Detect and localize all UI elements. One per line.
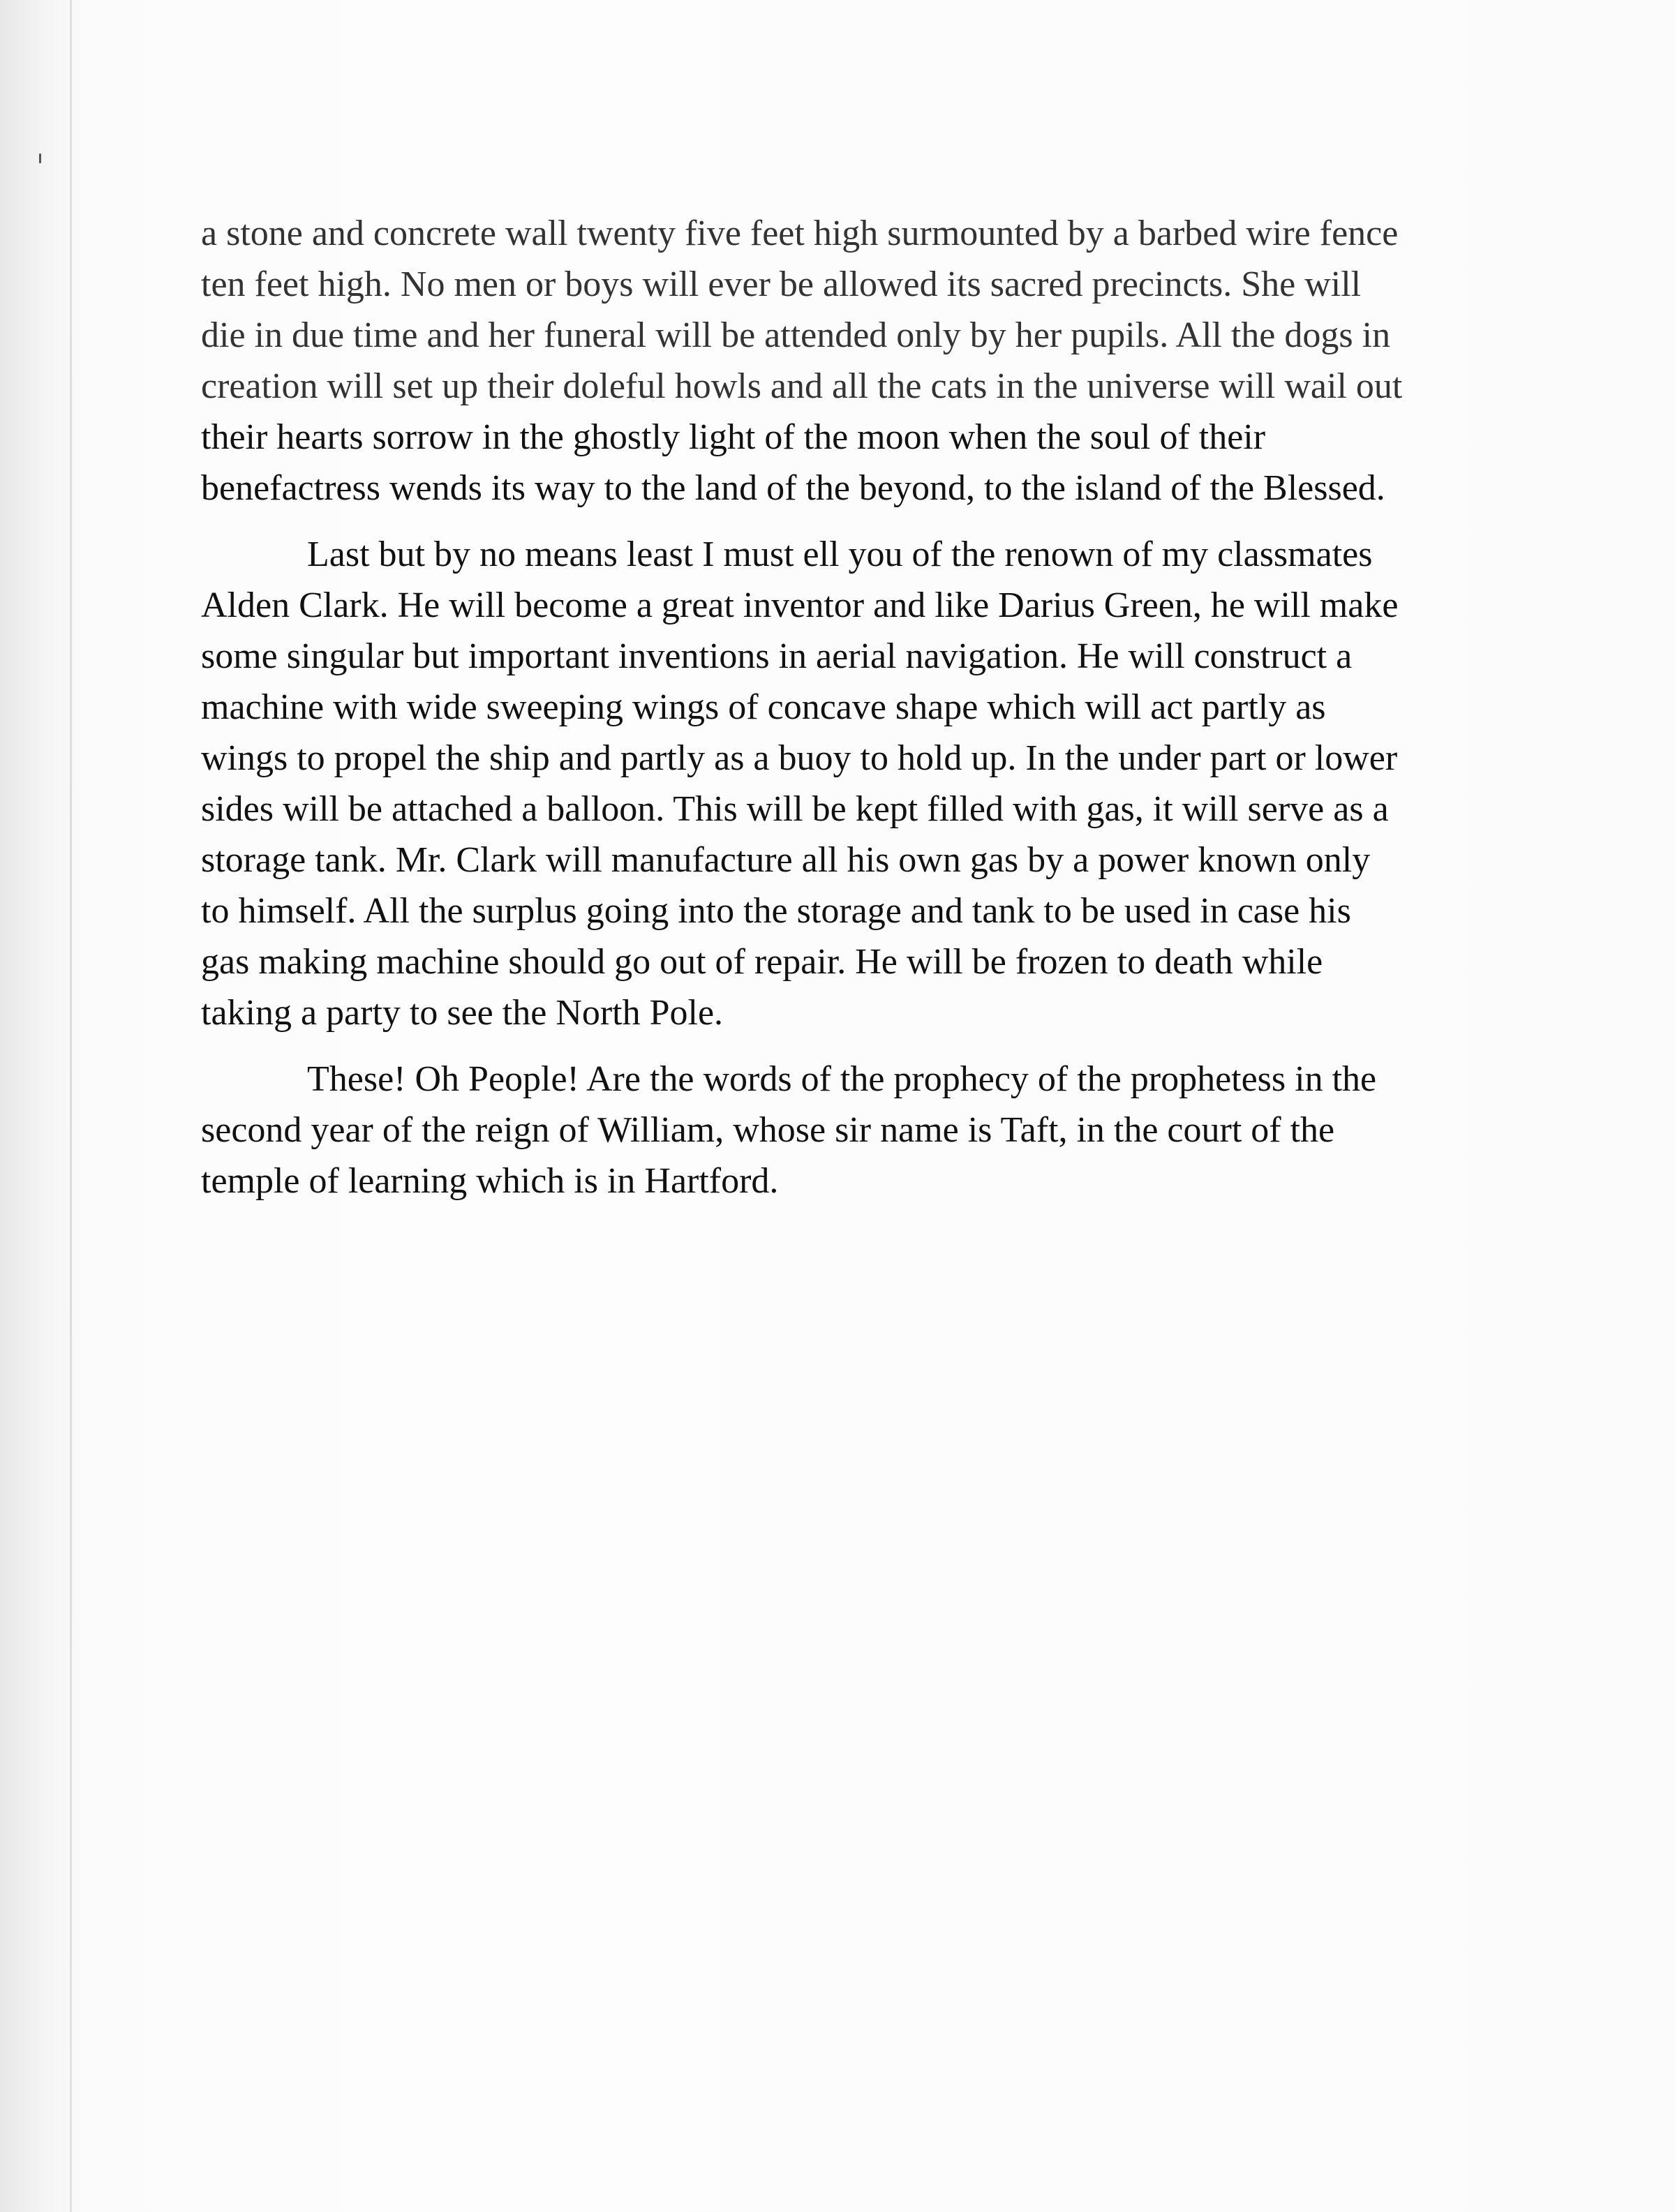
text-line: wings to propel the ship and partly as a buoy to hold up. In the under part or lower	[201, 738, 1398, 778]
text-line: sides will be attached a balloon. This will be kept filled with gas, it will serve as a	[201, 789, 1389, 829]
text-line: storage tank. Mr. Clark will manufacture all his own gas by a power known only	[201, 840, 1371, 880]
text-line: creation will set up their doleful howls and all the cats in the universe will wail out	[201, 366, 1403, 406]
text-line: a stone and concrete wall twenty five feet high surmounted by a barbed wire fence	[201, 214, 1399, 253]
text-line: ten feet high. No men or boys will ever be allowed its sacred precincts. She will	[201, 264, 1362, 304]
document-body	[201, 208, 1569, 1206]
text-line: Last but by no means least I must ell you of the renown of my classmates	[307, 535, 1373, 574]
text-line: These! Oh People! Are the words of the prophecy of the prophetess in the	[307, 1059, 1377, 1099]
paragraph-1	[201, 208, 1569, 514]
text-line: benefactress wends its way to the land of the beyond, to the island of the Blessed.	[201, 468, 1385, 508]
text-line: second year of the reign of William, whose sir name is Taft, in the court of the	[201, 1110, 1335, 1150]
text-line: Alden Clark. He will become a great inventor and like Darius Green, he will make	[201, 585, 1399, 625]
scan-mark	[39, 154, 41, 163]
text-line: gas making machine should go out of repair. He will be frozen to death while	[201, 942, 1323, 982]
text-line: their hearts sorrow in the ghostly light of the moon when the soul of their	[201, 417, 1266, 457]
text-line: taking a party to see the North Pole.	[201, 993, 724, 1033]
text-line: machine with wide sweeping wings of concave shape which will act partly as	[201, 687, 1326, 727]
paragraph-3	[201, 1054, 1569, 1206]
text-line: some singular but important inventions in aerial navigation. He will construct a	[201, 636, 1353, 676]
text-line: die in due time and her funeral will be attended only by her pupils. All the dogs in	[201, 315, 1391, 355]
binding-edge	[70, 0, 72, 2212]
paragraph-2	[201, 529, 1569, 1038]
text-line: to himself. All the surplus going into the storage and tank to be used in case his	[201, 891, 1351, 931]
text-line: temple of learning which is in Hartford.	[201, 1161, 779, 1201]
